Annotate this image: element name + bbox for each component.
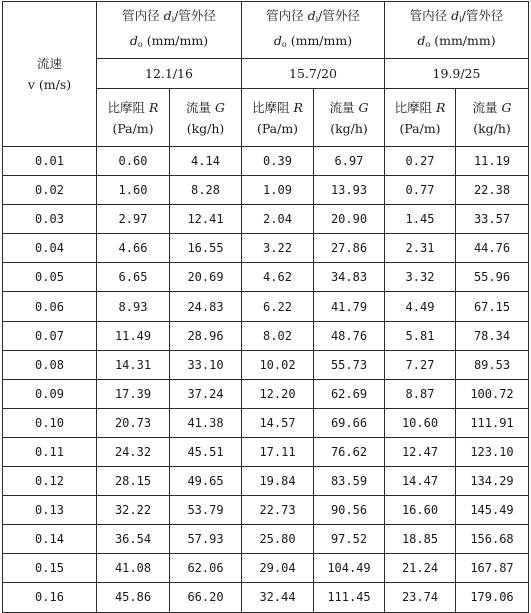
flow-cell: 8.28	[170, 176, 242, 205]
friction-cell: 19.84	[242, 467, 314, 496]
velocity-cell: 0.04	[3, 234, 97, 263]
flow-cell: 34.83	[314, 263, 385, 292]
velocity-cell: 0.16	[3, 583, 97, 612]
friction-cell: 41.08	[97, 554, 170, 583]
table-row	[3, 147, 529, 176]
friction-header: 比摩阻 R (Pa/m)	[97, 89, 170, 147]
flow-cell: 83.59	[314, 467, 385, 496]
friction-cell: 32.22	[97, 496, 170, 525]
velocity-cell: 0.15	[3, 554, 97, 583]
velocity-cell: 0.07	[3, 321, 97, 350]
flow-cell: 16.55	[170, 234, 242, 263]
flow-cell: 13.93	[314, 176, 385, 205]
table-row	[3, 467, 529, 496]
friction-header: 比摩阻 R (Pa/m)	[242, 89, 314, 147]
friction-cell: 1.45	[385, 205, 456, 234]
flow-cell: 6.97	[314, 147, 385, 176]
velocity-cell: 0.03	[3, 205, 97, 234]
size-1: 12.1/16	[97, 59, 242, 89]
friction-cell: 6.65	[97, 263, 170, 292]
friction-cell: 16.60	[385, 496, 456, 525]
flow-cell: 57.93	[170, 525, 242, 554]
table-row	[3, 437, 529, 466]
table-row	[3, 554, 529, 583]
flow-cell: 22.38	[456, 176, 529, 205]
flow-cell: 69.66	[314, 408, 385, 437]
table-row	[3, 408, 529, 437]
table-row	[3, 525, 529, 554]
velocity-cell: 0.10	[3, 408, 97, 437]
group-header-3: 管内径 $d_i/$管外径 $d_o$ (mm/mm)	[385, 2, 529, 59]
friction-cell: 10.02	[242, 350, 314, 379]
table-row	[3, 263, 529, 292]
velocity-cell: 0.13	[3, 496, 97, 525]
flow-cell: 27.86	[314, 234, 385, 263]
flow-cell: 41.38	[170, 408, 242, 437]
velocity-cell: 0.14	[3, 525, 97, 554]
velocity-header	[3, 2, 97, 147]
velocity-cell: 0.01	[3, 147, 97, 176]
velocity-cell: 0.09	[3, 379, 97, 408]
flow-cell: 100.72	[456, 379, 529, 408]
table-row	[3, 321, 529, 350]
velocity-cell: 0.05	[3, 263, 97, 292]
friction-cell: 0.27	[385, 147, 456, 176]
velocity-cell: 0.12	[3, 467, 97, 496]
group-header-1: 管内径 $d_i/$管外径 $d_o$ (mm/mm)	[97, 2, 242, 59]
flow-cell: 111.91	[456, 408, 529, 437]
group-header-2: 管内径 $d_i/$管外径 $d_o$ (mm/mm)	[242, 2, 385, 59]
friction-cell: 28.15	[97, 467, 170, 496]
friction-cell: 3.32	[385, 263, 456, 292]
friction-cell: 0.60	[97, 147, 170, 176]
table-row	[3, 234, 529, 263]
flow-cell: 20.90	[314, 205, 385, 234]
friction-cell: 18.85	[385, 525, 456, 554]
friction-cell: 32.44	[242, 583, 314, 612]
flow-cell: 145.49	[456, 496, 529, 525]
flow-cell: 76.62	[314, 437, 385, 466]
friction-cell: 2.97	[97, 205, 170, 234]
flow-cell: 20.69	[170, 263, 242, 292]
flow-cell: 62.69	[314, 379, 385, 408]
flow-cell: 28.96	[170, 321, 242, 350]
friction-cell: 36.54	[97, 525, 170, 554]
flow-cell: 111.45	[314, 583, 385, 612]
flow-cell: 62.06	[170, 554, 242, 583]
flow-cell: 33.10	[170, 350, 242, 379]
friction-cell: 1.60	[97, 176, 170, 205]
flow-cell: 11.19	[456, 147, 529, 176]
flow-cell: 156.68	[456, 525, 529, 554]
flow-cell: 179.06	[456, 583, 529, 612]
friction-cell: 24.32	[97, 437, 170, 466]
flow-cell: 90.56	[314, 496, 385, 525]
friction-cell: 10.60	[385, 408, 456, 437]
friction-cell: 4.66	[97, 234, 170, 263]
flow-cell: 44.76	[456, 234, 529, 263]
flow-cell: 97.52	[314, 525, 385, 554]
flow-cell: 167.87	[456, 554, 529, 583]
flow-header: 流量 G (kg/h)	[456, 89, 529, 147]
flow-cell: 123.10	[456, 437, 529, 466]
friction-cell: 2.31	[385, 234, 456, 263]
friction-cell: 1.09	[242, 176, 314, 205]
flow-cell: 24.83	[170, 292, 242, 321]
table-row	[3, 205, 529, 234]
flow-cell: 134.29	[456, 467, 529, 496]
flow-cell: 48.76	[314, 321, 385, 350]
table-row	[3, 292, 529, 321]
friction-cell: 14.57	[242, 408, 314, 437]
velocity-label: 流速	[36, 56, 62, 71]
flow-header: 流量 G (kg/h)	[314, 89, 385, 147]
flow-cell: 33.57	[456, 205, 529, 234]
friction-cell: 4.49	[385, 292, 456, 321]
friction-cell: 6.22	[242, 292, 314, 321]
velocity-cell: 0.02	[3, 176, 97, 205]
friction-cell: 17.11	[242, 437, 314, 466]
friction-cell: 8.02	[242, 321, 314, 350]
velocity-cell: 0.08	[3, 350, 97, 379]
friction-cell: 45.86	[97, 583, 170, 612]
table-row	[3, 350, 529, 379]
flow-cell: 49.65	[170, 467, 242, 496]
pipe-resistance-table	[2, 1, 529, 613]
flow-cell: 66.20	[170, 583, 242, 612]
friction-cell: 8.87	[385, 379, 456, 408]
flow-cell: 4.14	[170, 147, 242, 176]
velocity-cell: 0.06	[3, 292, 97, 321]
flow-cell: 12.41	[170, 205, 242, 234]
friction-cell: 3.22	[242, 234, 314, 263]
friction-cell: 11.49	[97, 321, 170, 350]
flow-cell: 45.51	[170, 437, 242, 466]
flow-cell: 67.15	[456, 292, 529, 321]
velocity-unit: v (m/s)	[27, 77, 72, 92]
flow-cell: 55.96	[456, 263, 529, 292]
friction-cell: 23.74	[385, 583, 456, 612]
size-2: 15.7/20	[242, 59, 385, 89]
flow-header: 流量 G (kg/h)	[170, 89, 242, 147]
flow-cell: 78.34	[456, 321, 529, 350]
table-row	[3, 176, 529, 205]
table-row	[3, 496, 529, 525]
friction-cell: 20.73	[97, 408, 170, 437]
friction-cell: 12.20	[242, 379, 314, 408]
friction-cell: 0.77	[385, 176, 456, 205]
friction-cell: 17.39	[97, 379, 170, 408]
friction-cell: 5.81	[385, 321, 456, 350]
velocity-cell: 0.11	[3, 437, 97, 466]
friction-cell: 12.47	[385, 437, 456, 466]
flow-cell: 41.79	[314, 292, 385, 321]
flow-cell: 55.73	[314, 350, 385, 379]
friction-cell: 25.80	[242, 525, 314, 554]
friction-cell: 22.73	[242, 496, 314, 525]
flow-cell: 104.49	[314, 554, 385, 583]
friction-cell: 29.04	[242, 554, 314, 583]
friction-cell: 8.93	[97, 292, 170, 321]
friction-cell: 14.47	[385, 467, 456, 496]
friction-cell: 0.39	[242, 147, 314, 176]
friction-header: 比摩阻 R (Pa/m)	[385, 89, 456, 147]
friction-cell: 7.27	[385, 350, 456, 379]
friction-cell: 2.04	[242, 205, 314, 234]
friction-cell: 14.31	[97, 350, 170, 379]
flow-cell: 37.24	[170, 379, 242, 408]
flow-cell: 89.53	[456, 350, 529, 379]
friction-cell: 4.62	[242, 263, 314, 292]
size-3: 19.9/25	[385, 59, 529, 89]
friction-cell: 21.24	[385, 554, 456, 583]
table-row	[3, 379, 529, 408]
flow-cell: 53.79	[170, 496, 242, 525]
